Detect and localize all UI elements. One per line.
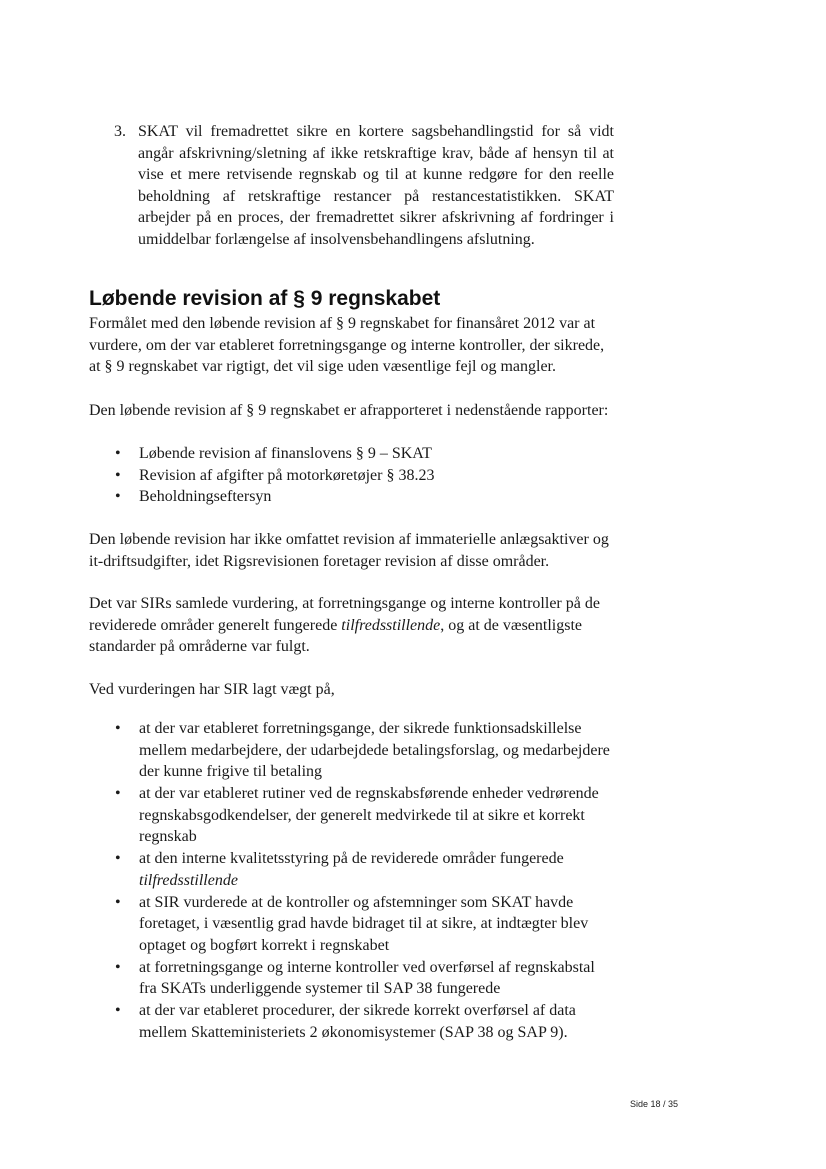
bullet-icon: • <box>115 445 121 462</box>
bullet-icon: • <box>115 958 121 976</box>
list-item: • at SIR vurderede at de kontroller og afstemninger som SKAT havde foretaget, i væsentlig grad havde bidraget til at sikre, at indtægter blev optaget og bogført korrekt i regnskabet <box>115 893 589 954</box>
reports-intro-paragraph: Den løbende revision af § 9 regnskabet er afrapporteret i nedenstående rapporter: <box>89 402 609 419</box>
list-item: • Løbende revision af finanslovens § 9 – SKAT <box>89 443 614 465</box>
reports-list <box>89 443 614 508</box>
bullet-icon: • <box>115 850 121 867</box>
bullet-icon: • <box>115 466 121 484</box>
emphasis-text: tilfredsstillende <box>341 616 441 634</box>
purpose-paragraph: Formålet med den løbende revision af § 9 regnskabet for finansåret 2012 var at vurdere, om der var etableret forretningsgange og interne kontroller, der sikrede, at § 9 regnskabet var rigtigt, det vil sige uden væsentlige fejl og mangler. <box>89 315 605 375</box>
list-item: • at der var etableret procedurer, der sikrede korrekt overførsel af data mellem Skatteministeriets 2 økonomisystemer (SAP 38 og SAP 9). <box>115 1002 576 1041</box>
item-text: SKAT vil fremadrettet sikre en kortere sagsbehandlingstid for så vidt angår afskrivning/sletning af ikke retskraftige krav, både af hensyn til at vise et mere retvisende regnskab og til at kunne redgøre for den reelle beholdning af retskraftige restancer på restancestatistikken. SKAT arbejder på en proces, der fremadrettet sikrer afskrivning af fordringer i umiddelbar forlængelse af insolvensbehandlingens afslutning. <box>138 123 614 248</box>
list-item: • Revision af afgifter på motorkøretøjer § 38.23 <box>89 465 614 487</box>
bullet-icon: • <box>115 720 121 737</box>
list-item: • at forretningsgange og interne kontroller ved overførsel af regnskabstal fra SKATs underliggende systemer til SAP 38 fungerede <box>115 958 595 997</box>
list-item: • at der var etableret rutiner ved de regnskabsførende enheder vedrørende regnskabsgodkendelser, der generelt medvirkede til at sikre et korrekt regnskab <box>115 785 599 845</box>
assessment-paragraph: Det var SIRs samlede vurdering, at forretningsgange og interne kontroller på de reviderede områder generelt fungerede tilfredsstillende, og at de væsentligste standarder på områderne var fulgt. <box>89 595 600 655</box>
criteria-intro-paragraph: Ved vurderingen har SIR lagt vægt på, <box>89 681 335 698</box>
list-item: • at der var etableret forretningsgange, der sikrede funktionsadskillelse mellem medarbejdere, der udarbejdede betalingsforslag, og medarbejdere der kunne frigive til betaling <box>115 720 610 780</box>
bullet-icon: • <box>115 893 121 911</box>
numbered-item-3 <box>114 121 614 250</box>
section-heading: Løbende revision af § 9 regnskabet <box>89 287 441 310</box>
item-number: 3. <box>114 123 126 140</box>
criteria-list <box>89 718 614 1044</box>
scope-paragraph: Den løbende revision har ikke omfattet revision af immaterielle anlægsaktiver og it-driftsudgifter, idet Rigsrevisionen foretager revision af disse områder. <box>89 531 609 570</box>
list-item: • at den interne kvalitetsstyring på de reviderede områder fungerede tilfredsstillende <box>115 850 564 889</box>
bullet-icon: • <box>115 488 121 505</box>
bullet-icon: • <box>115 1002 121 1019</box>
list-item: • Beholdningseftersyn <box>89 486 614 508</box>
page-number: Side 18 / 35 <box>629 1099 678 1109</box>
bullet-icon: • <box>115 785 121 802</box>
